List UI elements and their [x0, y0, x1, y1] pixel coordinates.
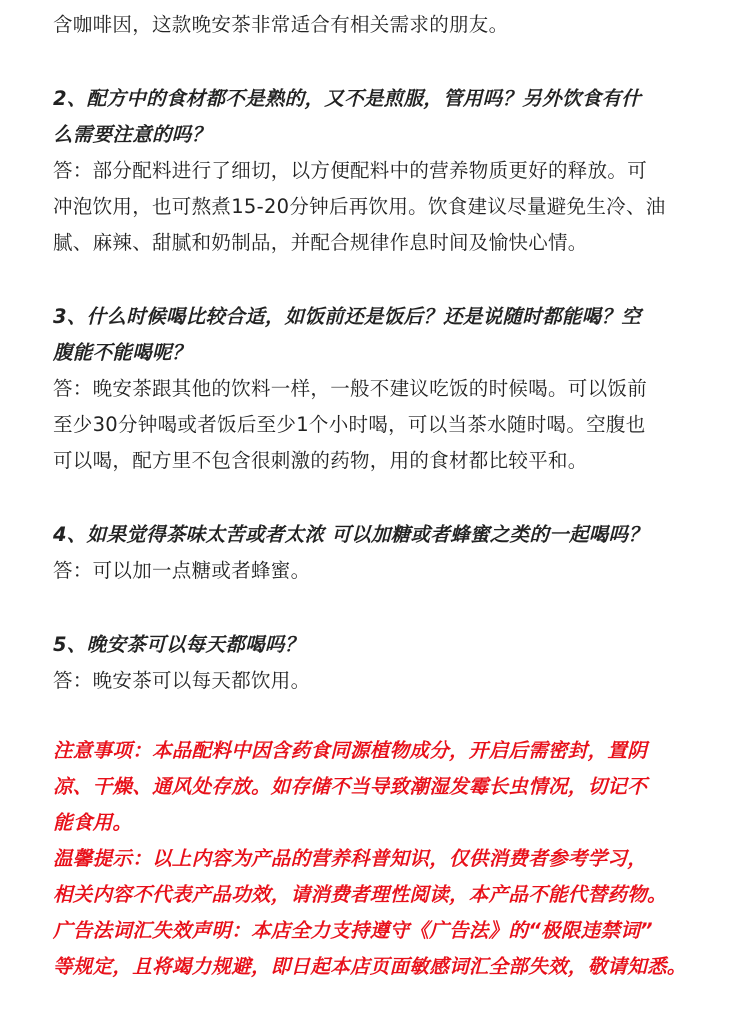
faq-answer-line: 答：晚安茶可以每天都饮用。 [53, 669, 311, 692]
faq-question-line: 4、如果觉得茶味太苦或者太浓 可以加糖或者蜂蜜之类的一起喝吗？ [53, 523, 649, 546]
ad-law-statement-line: 广告法词汇失效声明：本店全力支持遵守《广告法》的“极限违禁词” [53, 919, 653, 942]
warm-tip-line: 相关内容不代表产品功效，请消费者理性阅读，本产品不能代替药物。 [53, 883, 667, 906]
warm-tip-line: 温馨提示：以上内容为产品的营养科普知识，仅供消费者参考学习， [53, 847, 648, 870]
faq-question-line: 腹能不能喝呢？ [53, 341, 192, 364]
precautions-line: 注意事项：本品配料中因含药食同源植物成分，开启后需密封，置阴 [53, 739, 648, 762]
ad-law-statement-line: 等规定，且将竭力规避，即日起本店页面敏感词汇全部失效，敬请知悉。 [53, 955, 687, 978]
faq-item-4 [53, 517, 690, 589]
faq-answer-line: 腻、麻辣、甜腻和奶制品，并配合规律作息时间及愉快心情。 [53, 231, 588, 254]
precautions-line: 凉、干燥、通风处存放。如存储不当导致潮湿发霉长虫情况，切记不 [53, 775, 648, 798]
faq-question-line: 2、配方中的食材都不是熟的，又不是煎服，管用吗？另外饮食有什 [53, 87, 642, 110]
faq-item-2 [53, 81, 690, 261]
faq-answer-line: 答：部分配料进行了细切，以方便配料中的营养物质更好的释放。可 [53, 159, 648, 182]
faq-answer-line: 答：晚安茶跟其他的饮料一样，一般不建议吃饭的时候喝。可以饭前 [53, 377, 648, 400]
faq-item-5 [53, 627, 690, 699]
precautions-line: 能食用。 [53, 811, 133, 834]
faq-question-line: 3、什么时候喝比较合适，如饭前还是饭后？还是说随时都能喝？空 [53, 305, 642, 328]
faq-question-line: 5、晚安茶可以每天都喝吗？ [53, 633, 305, 656]
faq-answer-line: 冲泡饮用，也可熬煮15-20分钟后再饮用。饮食建议尽量避免生冷、油 [53, 195, 666, 218]
notice-section [53, 733, 690, 985]
faq-answer-line: 至少30分钟喝或者饭后至少1个小时喝，可以当茶水随时喝。空腹也 [53, 413, 646, 436]
faq-question-line: 么需要注意的吗？ [53, 123, 212, 146]
faq-answer-line: 答：可以加一点糖或者蜂蜜。 [53, 559, 311, 582]
faq-answer-line: 可以喝，配方里不包含很刺激的药物，用的食材都比较平和。 [53, 449, 588, 472]
intro-line: 含咖啡因，这款晚安茶非常适合有相关需求的朋友。 [53, 13, 509, 36]
faq-item-3 [53, 299, 690, 479]
intro-section [53, 7, 690, 43]
